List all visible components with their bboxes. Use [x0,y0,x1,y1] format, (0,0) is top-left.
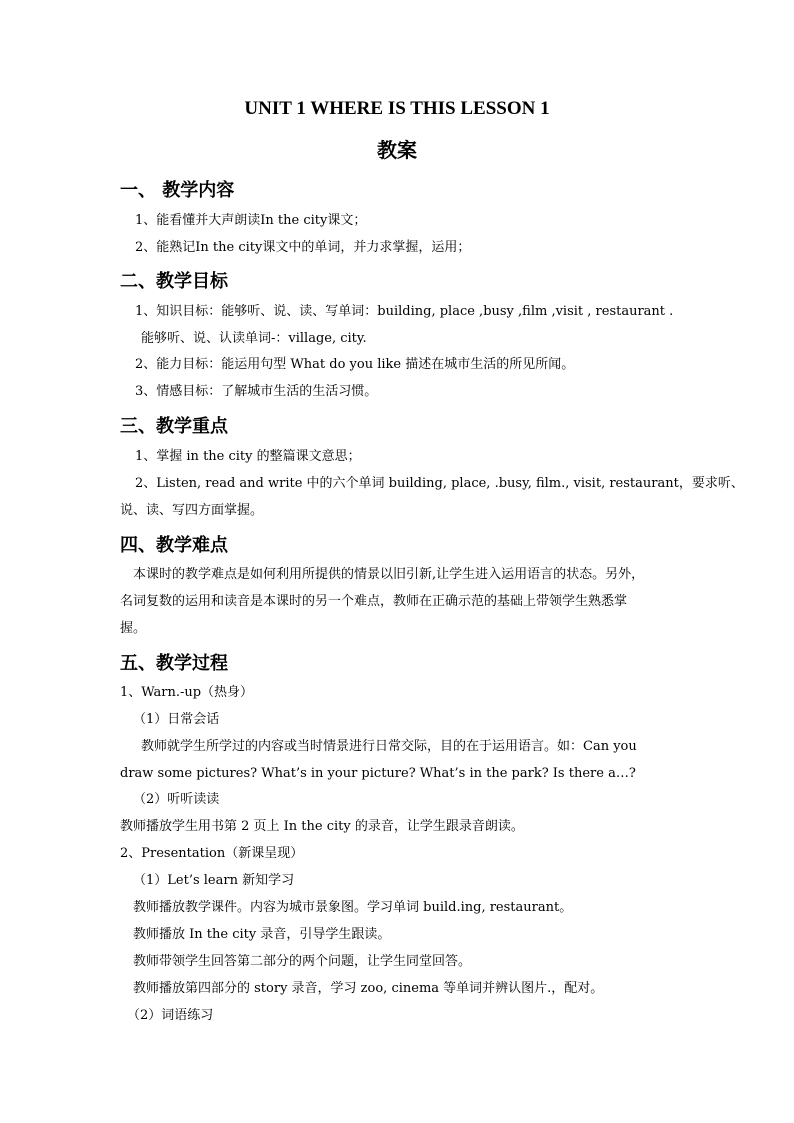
paragraph-line: （1）Let’s learn 新知学习 [133,873,295,888]
paragraph-line: 教师带领学生回答第二部分的两个问题，让学生同堂回答。 [133,954,472,969]
paragraph-line: 教师播放第四部分的 story 录音，学习 zoo, cinema 等单词并辨认图片.，配对。 [133,981,604,996]
paragraph-line: 说、读、写四方面掌握。 [120,503,264,518]
section-heading-difficulties: 四、教学难点 [120,535,228,556]
paragraph-line: 2、能熟记In the city课文中的单词，并力求掌握，运用； [135,240,471,255]
section-heading-process: 五、教学过程 [120,653,228,674]
paragraph-line: 1、掌握 in the city 的整篇课文意思； [135,449,361,464]
section-heading-content: 一、 教学内容 [120,180,235,201]
paragraph-line: 1、能看懂并大声朗读In the city课文； [135,213,367,228]
paragraph-line: 名词复数的运用和读音是本课时的另一个难点，教师在正确示范的基础上带领学生熟悉掌 [120,594,628,609]
section-heading-key-points: 三、教学重点 [120,416,228,437]
section-heading-objectives: 二、教学目标 [120,271,228,292]
paragraph-line: 教师播放学生用书第 2 页上 In the city 的录音，让学生跟录音朗读。 [120,819,524,834]
paragraph-line: 2、能力目标：能运用句型 What do you like 描述在城市生活的所见所闻。 [135,357,575,372]
paragraph-line: draw some pictures? What’s in your picture? What’s in the park? Is there a…? [120,766,636,781]
document-title: UNIT 1 WHERE IS THIS LESSON 1 [244,98,550,119]
paragraph-line: 2、Presentation（新课呈现） [120,846,304,861]
paragraph-line: （2）听听读读 [133,792,220,807]
paragraph-line: 3、情感目标：了解城市生活的生活习惯。 [135,384,378,399]
paragraph-line: 教师就学生所学过的内容或当时情景进行日常交际，目的在于运用语言。如：Can you [141,739,637,754]
paragraph-line: 教师播放教学课件。内容为城市景象图。学习单词 build.ing, restaurant。 [133,900,573,915]
paragraph-line: 能够听、说、认读单词-：village, city. [141,331,367,346]
paragraph-line: （1）日常会话 [133,712,220,727]
paragraph-line: 教师播放 In the city 录音，引导学生跟读。 [133,927,391,942]
document-subtitle: 教案 [377,138,417,162]
paragraph-line: 2、Listen, read and write 中的六个单词 building, place, .busy, film., visit, restaurant，要求听、 [135,476,744,491]
paragraph-line: （2）词语练习 [127,1008,214,1023]
paragraph-line: 握。 [120,621,147,636]
paragraph-line: 1、知识目标：能够听、说、读、写单词：building, place ,busy ,film ,visit , restaurant . [135,304,674,319]
paragraph-line: 本课时的教学难点是如何利用所提供的情景以旧引新,让学生进入运用语言的状态。另外， [133,567,645,582]
paragraph-line: 1、Warn.-up（热身） [120,685,254,700]
